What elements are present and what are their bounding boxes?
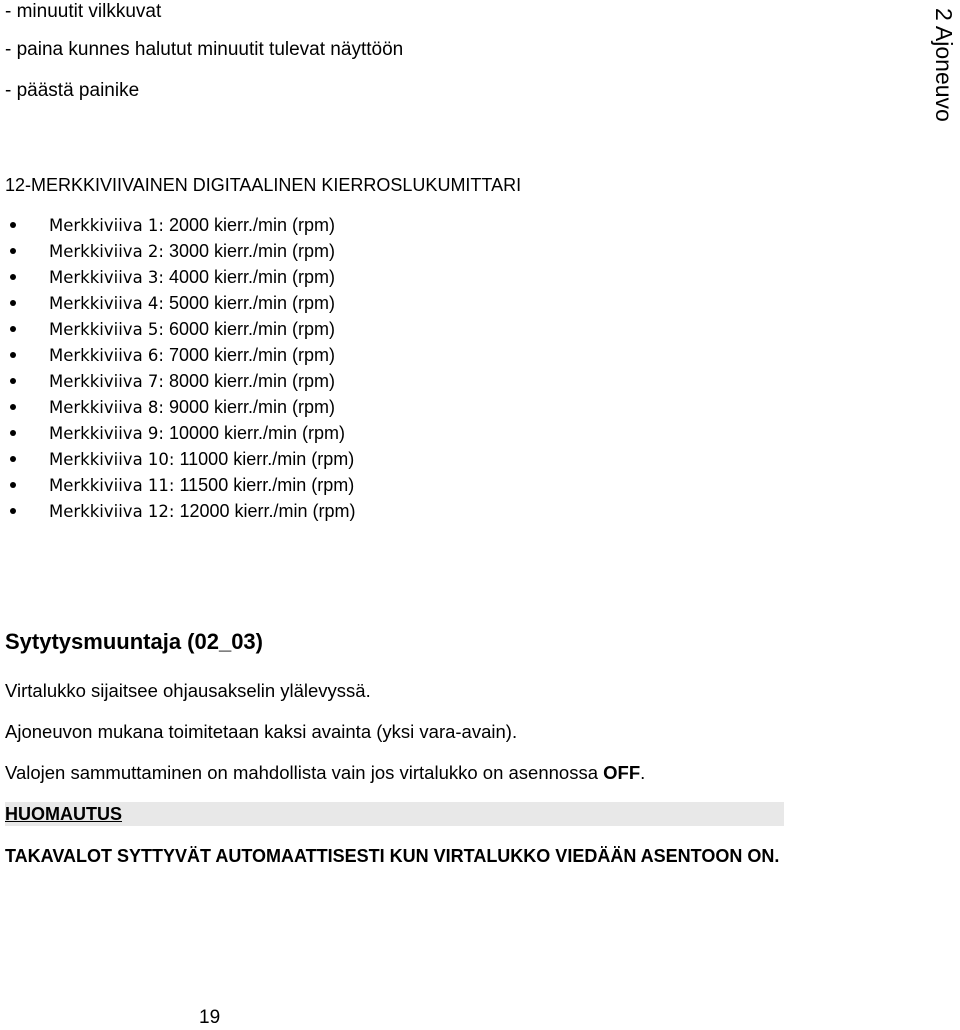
marker-name: Merkkiviiva 2: [49, 242, 164, 261]
bullet-icon [10, 300, 16, 306]
rpm-marker-label [49, 342, 335, 369]
rpm-value: 9000 kierr./min (rpm) [168, 397, 336, 417]
ignition-paragraph-1: Virtalukko sijaitsee ohjausakselin ylälevyssä. [5, 680, 371, 701]
rpm-value: 11000 kierr./min (rpm) [179, 449, 355, 469]
rpm-value: 5000 kierr./min (rpm) [168, 293, 336, 313]
rpm-marker-label [49, 212, 335, 239]
marker-name: Merkkiviiva 6: [49, 346, 164, 365]
note-title: HUOMAUTUS [5, 804, 122, 824]
paragraph-end: . [640, 762, 646, 783]
rpm-marker-label [49, 368, 335, 395]
rpm-marker-label [49, 316, 335, 343]
rpm-value: 12000 kierr./min (rpm) [179, 501, 356, 521]
rpm-value: 10000 kierr./min (rpm) [168, 423, 346, 443]
bullet-icon [10, 222, 16, 228]
rpm-value: 4000 kierr./min (rpm) [168, 267, 336, 287]
marker-name: Merkkiviiva 12: [49, 502, 175, 521]
paragraph-text: Valojen sammuttaminen on mahdollista vain jos virtalukko on asennossa [5, 762, 604, 783]
marker-name: Merkkiviiva 11: [49, 476, 175, 495]
ignition-section-title: Sytytysmuuntaja (02_03) [5, 629, 263, 654]
chapter-side-tab [928, 8, 960, 158]
marker-name: Merkkiviiva 8: [49, 398, 164, 417]
rpm-value: 2000 kierr./min (rpm) [168, 215, 336, 235]
bullet-icon [10, 508, 16, 514]
rpm-marker-label [49, 446, 354, 473]
bullet-icon [10, 274, 16, 280]
ignition-paragraph-3 [5, 761, 645, 785]
marker-name: Merkkiviiva 1: [49, 216, 164, 235]
marker-name: Merkkiviiva 9: [49, 424, 164, 443]
note-warning-text: TAKAVALOT SYTTYVÄT AUTOMAATTISESTI KUN VIRTALUKKO VIEDÄÄN ASENTOON ON. [5, 846, 780, 866]
rpm-value: 7000 kierr./min (rpm) [168, 345, 336, 365]
marker-name: Merkkiviiva 7: [49, 372, 164, 391]
rpm-marker-label [49, 472, 354, 499]
tachometer-heading: 12-MERKKIVIIVAINEN DIGITAALINEN KIERROSLUKUMITTARI [5, 175, 522, 195]
ignition-paragraph-2: Ajoneuvon mukana toimitetaan kaksi avainta (yksi vara-avain). [5, 721, 518, 742]
rpm-marker-label [49, 290, 335, 317]
intro-line-2: - paina kunnes halutut minuutit tulevat näyttöön [5, 39, 404, 60]
intro-line-1: - minuutit vilkkuvat [5, 1, 162, 22]
marker-name: Merkkiviiva 4: [49, 294, 164, 313]
bullet-icon [10, 326, 16, 332]
marker-name: Merkkiviiva 3: [49, 268, 164, 287]
rpm-value: 11500 kierr./min (rpm) [179, 475, 355, 495]
marker-name: Merkkiviiva 5: [49, 320, 164, 339]
rpm-value: 6000 kierr./min (rpm) [168, 319, 336, 339]
rpm-marker-label [49, 264, 335, 291]
rpm-marker-label [49, 420, 345, 447]
bullet-icon [10, 248, 16, 254]
rpm-marker-label [49, 394, 335, 421]
rpm-value: 3000 kierr./min (rpm) [168, 241, 336, 261]
note-header-bar [5, 802, 784, 826]
intro-line-3: - päästä painike [5, 80, 140, 101]
chapter-side-tab-label: 2 Ajoneuvo [931, 8, 957, 122]
bullet-icon [10, 352, 16, 358]
bullet-icon [10, 430, 16, 436]
marker-name: Merkkiviiva 10: [49, 450, 175, 469]
bullet-icon [10, 456, 16, 462]
rpm-value: 8000 kierr./min (rpm) [168, 371, 336, 391]
bullet-icon [10, 378, 16, 384]
rpm-marker-label [49, 498, 356, 525]
rpm-marker-label [49, 238, 335, 265]
bullet-icon [10, 482, 16, 488]
page-number: 19 [199, 1007, 221, 1028]
bullet-icon [10, 404, 16, 410]
off-position-label: OFF [603, 762, 641, 783]
